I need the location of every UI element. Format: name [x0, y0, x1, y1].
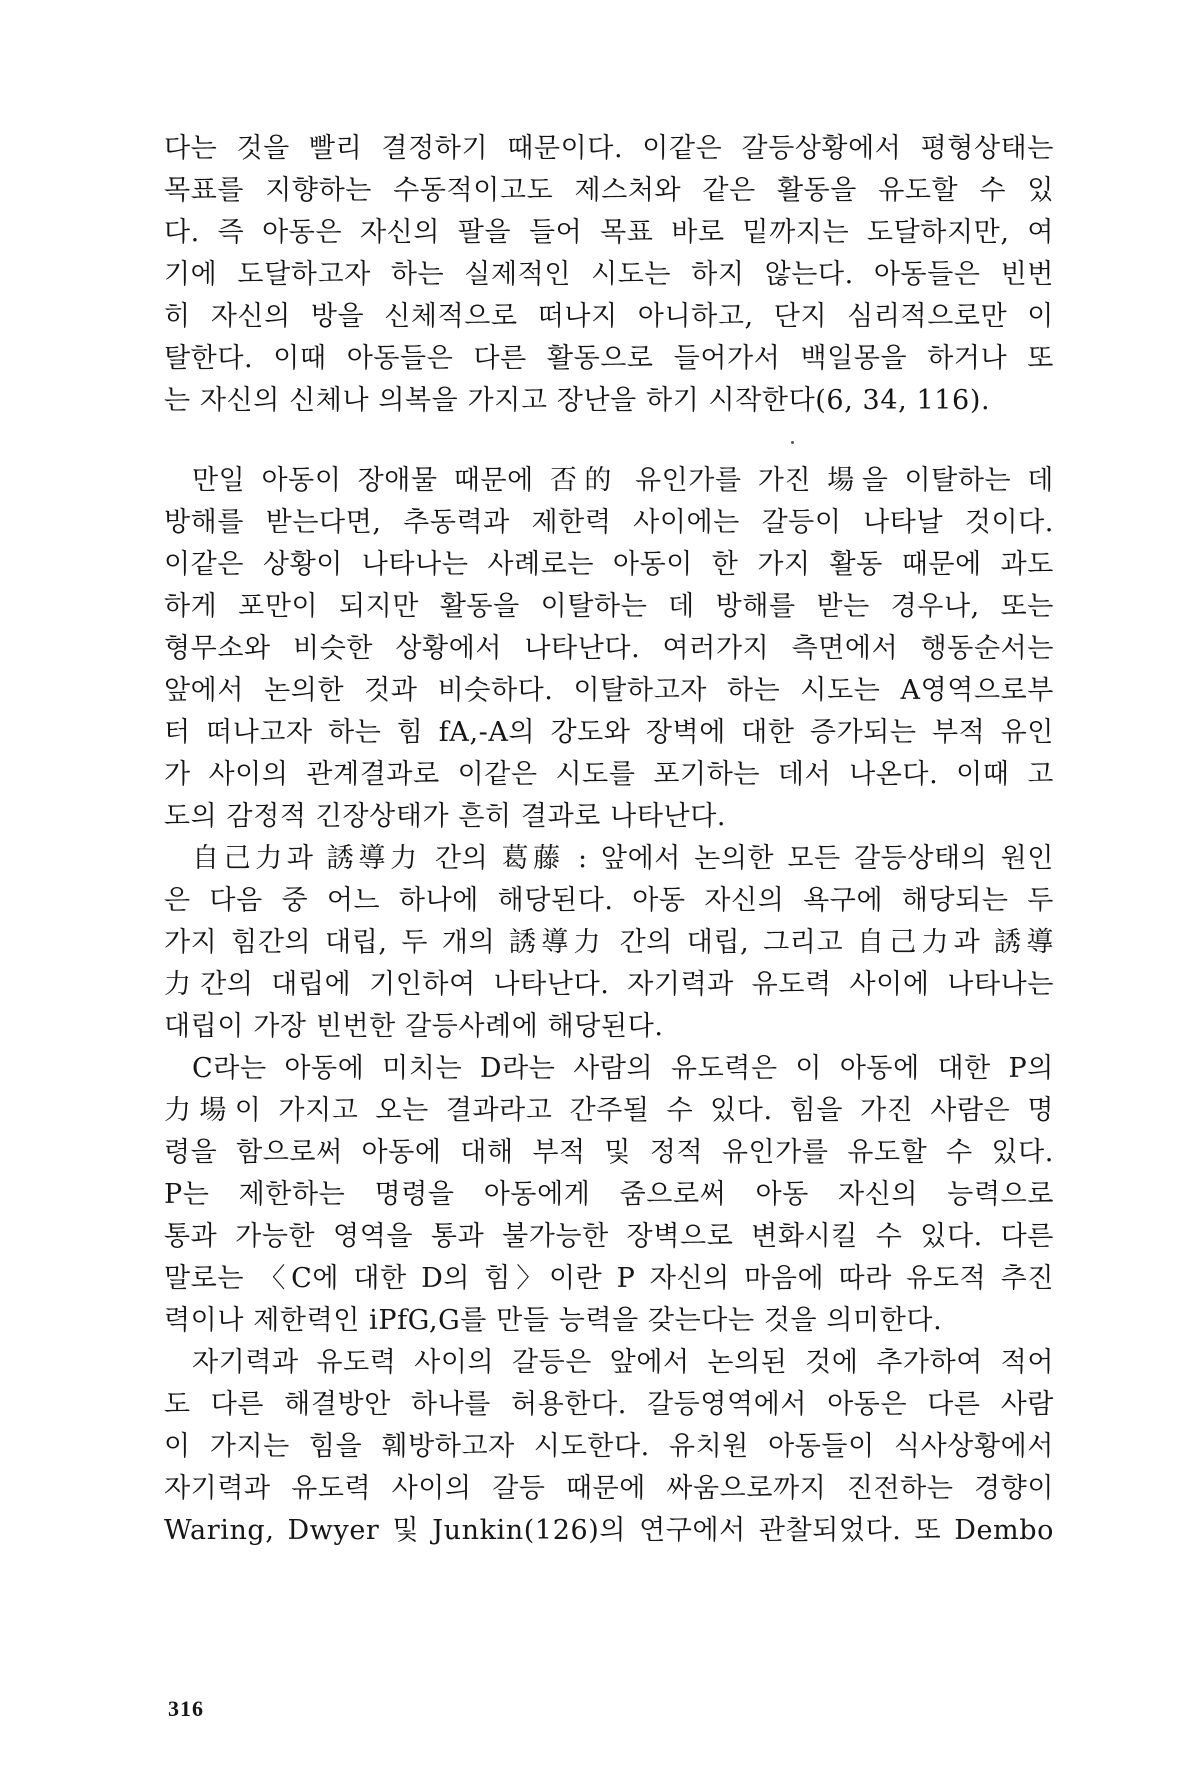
text-line: 탈한다. 이때 아동들은 다른 활동으로 들어가서 백일몽을 하거나 또	[164, 343, 1054, 374]
text-line: 방해를 받는다면, 추동력과 제한력 사이에는 갈등이 나타날 것이다.	[164, 507, 1054, 538]
text-line: 이같은 상황이 나타나는 사례로는 아동이 한 가지 활동 때문에 과도	[164, 549, 1054, 580]
scan-speck	[791, 441, 794, 444]
text-line: 터 떠나고자 하는 힘 fA,-A의 강도와 장벽에 대한 증가되는 부적 유인	[164, 717, 1054, 748]
text-line: 이 가지는 힘을 훼방하고자 시도한다. 유치원 아동들이 식사상황에서	[164, 1431, 1054, 1462]
text-line: 하게 포만이 되지만 활동을 이탈하는 데 방해를 받는 경우나, 또는	[164, 591, 1054, 622]
paragraph-5	[164, 1342, 1054, 1552]
text-line: 다는 것을 빨리 결정하기 때문이다. 이같은 갈등상황에서 평형상태는	[164, 133, 1054, 164]
text-line: 히 자신의 방을 신체적으로 떠나지 아니하고, 단지 심리적으로만 이	[164, 301, 1054, 332]
paragraph-3	[164, 838, 1054, 1048]
text-line: 은 다음 중 어느 하나에 해당된다. 아동 자신의 욕구에 해당되는 두	[164, 885, 1054, 916]
text-line: 만일 아동이 장애물 때문에 否的 유인가를 가진 場을 이탈하는 데	[192, 465, 1054, 496]
text-line: 가지 힘간의 대립, 두 개의 誘導力 간의 대립, 그리고 自己力과 誘導	[164, 927, 1054, 958]
text-line: 自己力과 誘導力 간의 葛藤 : 앞에서 논의한 모든 갈등상태의 원인	[192, 843, 1054, 874]
text-line: 도 다른 해결방안 하나를 허용한다. 갈등영역에서 아동은 다른 사람	[164, 1389, 1054, 1420]
text-line: 가 사이의 관계결과로 이같은 시도를 포기하는 데서 나온다. 이때 고	[164, 759, 1054, 790]
text-line: 力간의 대립에 기인하여 나타난다. 자기력과 유도력 사이에 나타나는	[164, 969, 1054, 1000]
page-number: 316	[168, 1696, 204, 1721]
text-line: 는 자신의 신체나 의복을 가지고 장난을 하기 시작한다(6, 34, 116).	[164, 385, 991, 416]
text-line: 령을 함으로써 아동에 대해 부적 및 정적 유인가를 유도할 수 있다.	[164, 1137, 1054, 1168]
text-line: 통과 가능한 영역을 통과 불가능한 장벽으로 변화시킬 수 있다. 다른	[164, 1221, 1054, 1252]
text-line: 형무소와 비슷한 상황에서 나타난다. 여러가지 측면에서 행동순서는	[164, 633, 1054, 664]
paragraph-2	[164, 460, 1054, 838]
text-line: P는 제한하는 명령을 아동에게 줌으로써 아동 자신의 능력으로	[164, 1179, 1054, 1210]
text-line: 앞에서 논의한 것과 비슷하다. 이탈하고자 하는 시도는 A영역으로부	[164, 675, 1054, 706]
text-line: 力場이 가지고 오는 결과라고 간주될 수 있다. 힘을 가진 사람은 명	[164, 1095, 1054, 1126]
text-line: 목표를 지향하는 수동적이고도 제스처와 같은 활동을 유도할 수 있	[164, 175, 1054, 206]
text-line: 자기력과 유도력 사이의 갈등 때문에 싸움으로까지 진전하는 경향이	[164, 1473, 1054, 1504]
text-line: 다. 즉 아동은 자신의 팔을 들어 목표 바로 밑까지는 도달하지만, 여	[164, 217, 1054, 248]
text-line: 대립이 가장 빈번한 갈등사례에 해당된다.	[164, 1011, 664, 1042]
text-line: 말로는 〈C에 대한 D의 힘〉이란 P 자신의 마음에 따라 유도적 추진	[164, 1263, 1054, 1294]
text-line: 자기력과 유도력 사이의 갈등은 앞에서 논의된 것에 추가하여 적어	[192, 1347, 1054, 1378]
paragraph-4	[164, 1048, 1054, 1342]
text-line: 력이나 제한력인 iPfG,G를 만들 능력을 갖는다는 것을 의미한다.	[164, 1305, 943, 1336]
text-line: 기에 도달하고자 하는 실제적인 시도는 하지 않는다. 아동들은 빈번	[164, 259, 1054, 290]
paragraph-1	[164, 128, 1054, 422]
text-line: C라는 아동에 미치는 D라는 사람의 유도력은 이 아동에 대한 P의	[192, 1053, 1054, 1084]
text-line: Waring, Dwyer 및 Junkin(126)의 연구에서 관찰되었다. 또 Dembo	[164, 1515, 1054, 1546]
text-line: 도의 감정적 긴장상태가 흔히 결과로 나타난다.	[164, 801, 727, 832]
